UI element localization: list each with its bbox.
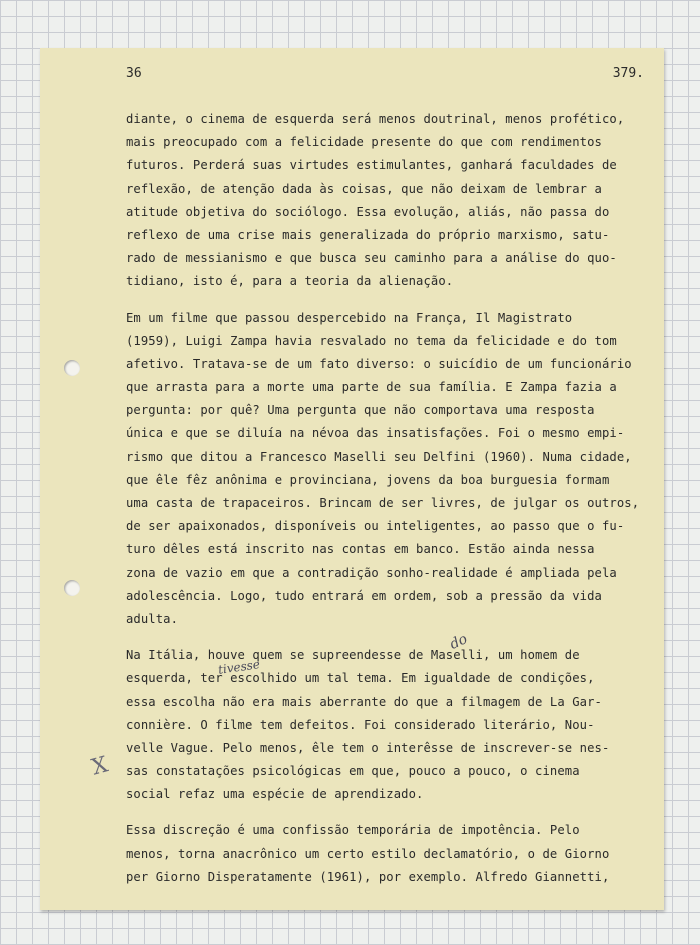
text-line: de ser apaixonados, disponíveis ou inteligentes, ao passo que o fu- bbox=[126, 519, 625, 534]
page-body bbox=[126, 108, 646, 889]
text-line: Essa discreção é uma confissão temporária de impotência. Pelo bbox=[126, 823, 580, 838]
paragraph-gap bbox=[126, 631, 646, 644]
text-line: Na Itália, houve quem se supreendesse de Maselli, um homem de bbox=[126, 648, 580, 663]
text-line: velle Vague. Pelo menos, êle tem o interêsse de inscrever-se nes- bbox=[126, 740, 610, 755]
text-line: connière. O filme tem defeitos. Foi considerado literário, Nou- bbox=[126, 717, 595, 732]
text-line: reflexo de uma crise mais generalizada do próprio marxismo, satu- bbox=[126, 227, 610, 242]
text-line: que êle fêz anônima e provinciana, jovens da boa burguesia formam bbox=[126, 472, 610, 487]
margin-x-mark: X bbox=[89, 752, 111, 781]
text-line: mais preocupado com a felicidade presente do que com rendimentos bbox=[126, 135, 602, 150]
punch-hole bbox=[64, 580, 80, 596]
text-line: esquerda, ter escolhido um tal tema. Em igualdade de condições, bbox=[126, 671, 595, 686]
punch-hole bbox=[64, 360, 80, 376]
text-line: rado de messianismo e que busca seu caminho para a análise do quo- bbox=[126, 251, 617, 266]
text-line: turo dêles está inscrito nas contas em banco. Estão ainda nessa bbox=[126, 542, 595, 557]
text-line: Em um filme que passou despercebido na França, Il Magistrato bbox=[126, 310, 573, 325]
handwritten-annotation-do: do bbox=[447, 631, 470, 653]
page-number-left: 36 bbox=[126, 66, 142, 81]
text-line: zona de vazio em que a contradição sonho-realidade é ampliada pela bbox=[126, 565, 617, 580]
text-line: (1959), Luigi Zampa havia resvalado no tema da felicidade e do tom bbox=[126, 333, 617, 348]
text-line: diante, o cinema de esquerda será menos doutrinal, menos profético, bbox=[126, 112, 625, 126]
typewritten-page bbox=[40, 48, 664, 910]
text-line: sas constatações psicológicas em que, pouco a pouco, o cinema bbox=[126, 764, 580, 779]
text-line: reflexão, de atenção dada às coisas, que não deixam de lembrar a bbox=[126, 181, 602, 196]
handwritten-annotation-tivesse: tivesse bbox=[217, 657, 261, 677]
paragraph-gap bbox=[126, 806, 646, 819]
text-line: adulta. bbox=[126, 611, 179, 626]
paragraph-gap bbox=[126, 294, 646, 307]
text-line: adolescência. Logo, tudo entrará em ordem, sob a pressão da vida bbox=[126, 588, 602, 603]
text-line: futuros. Perderá suas virtudes estimulantes, ganhará faculdades de bbox=[126, 158, 617, 173]
text-line: pergunta: por quê? Uma pergunta que não comportava uma resposta bbox=[126, 403, 595, 418]
text-line: tidiano, isto é, para a teoria da alienação. bbox=[126, 274, 454, 289]
text-line: única e que se diluía na névoa das insatisfações. Foi o mesmo empi- bbox=[126, 426, 625, 441]
text-line: per Giorno Disperatamente (1961), por exemplo. Alfredo Giannetti, bbox=[126, 869, 610, 884]
text-line: rismo que ditou a Francesco Maselli seu Delfini (1960). Numa cidade, bbox=[126, 449, 632, 464]
text-line: atitude objetiva do sociólogo. Essa evolução, aliás, não passa do bbox=[126, 204, 610, 219]
text-line: que arrasta para a morte uma parte de sua família. E Zampa fazia a bbox=[126, 380, 617, 395]
text-line: uma casta de trapaceiros. Brincam de ser livres, de julgar os outros, bbox=[126, 496, 640, 510]
text-line: afetivo. Tratava-se de um fato diverso: o suicídio de um funcionário bbox=[126, 356, 632, 371]
text-line: social refaz uma espécie de aprendizado. bbox=[126, 787, 424, 802]
page-number-right: 379. bbox=[612, 66, 644, 81]
text-line: menos, torna anacrônico um certo estilo declamatório, o de Giorno bbox=[126, 846, 610, 861]
text-line: essa escolha não era mais aberrante do que a filmagem de La Gar- bbox=[126, 694, 602, 709]
